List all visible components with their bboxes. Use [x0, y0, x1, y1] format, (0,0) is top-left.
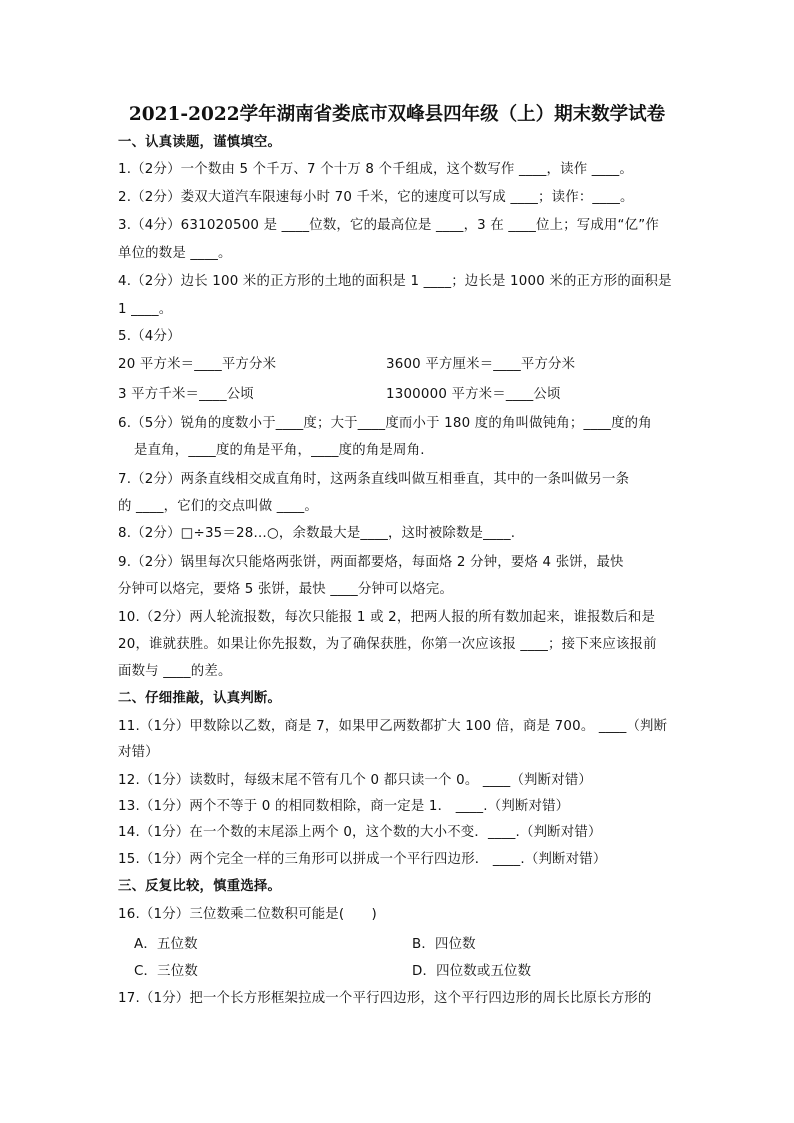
question: 6.（5分）锐角的度数小于____度；大于____度而小于 180 度的角叫做钝角；____度的角: [118, 416, 652, 431]
option-a: A．五位数: [134, 937, 198, 952]
question: 5.（4分）: [118, 329, 181, 344]
question: 2.（2分）娄双大道汽车限速每小时 70 千米，它的速度可以写成 ____；读作：____。: [118, 190, 634, 205]
question-continued: 20，谁就获胜。如果让你先报数，为了确保获胜，你第一次应该报 ____；接下来应该报前: [118, 637, 657, 652]
option-d: D．四位数或五位数: [412, 964, 532, 979]
section-heading: 三、反复比较，慎重选择。: [118, 879, 282, 894]
sub-item: 3 平方千米＝____公顷: [118, 387, 254, 402]
section-heading: 一、认真读题，谨慎填空。: [118, 135, 282, 150]
question: 1.（2分）一个数由 5 个千万、7 个十万 8 个千组成，这个数写作 ____，读作 ____。: [118, 162, 633, 177]
sub-item: 20 平方米＝____平方分米: [118, 357, 277, 372]
question: 14.（1分）在一个数的末尾添上两个 0，这个数的大小不变．____.（判断对错）: [118, 825, 602, 840]
question-continued: 1 ____。: [118, 302, 173, 317]
question-continued: 分钟可以烙完，要烙 5 张饼，最快 ____分钟可以烙完。: [118, 582, 454, 597]
question: 8.（2分）□÷35＝28…○，余数最大是____，这时被除数是____.: [118, 526, 516, 541]
question: 13.（1分）两个不等于 0 的相同数相除，商一定是 1． ____.（判断对错）: [118, 799, 570, 814]
sub-item: 3600 平方厘米＝____平方分米: [386, 357, 576, 372]
question: 3.（4分）631020500 是 ____位数，它的最高位是 ____，3 在 ____位上；写成用“亿”作: [118, 218, 659, 233]
question: 15.（1分）两个完全一样的三角形可以拼成一个平行四边形． ____.（判断对错）: [118, 852, 607, 867]
question: 4.（2分）边长 100 米的正方形的土地的面积是 1 ____；边长是 1000 米的正方形的面积是: [118, 274, 672, 289]
section-heading: 二、仔细推敲，认真判断。: [118, 691, 282, 706]
question-continued: 单位的数是 ____。: [118, 246, 232, 261]
question: 12.（1分）读数时，每级末尾不管有几个 0 都只读一个 0。 ____（判断对错）: [118, 773, 592, 788]
question-continued: 的 ____，它们的交点叫做 ____。: [118, 499, 318, 514]
question: 9.（2分）锅里每次只能烙两张饼，两面都要烙，每面烙 2 分钟，要烙 4 张饼，最快: [118, 555, 624, 570]
question: 11.（1分）甲数除以乙数，商是 7，如果甲乙两数都扩大 100 倍，商是 700。 ____（判断: [118, 719, 668, 734]
sub-item: 1300000 平方米＝____公顷: [386, 387, 561, 402]
question: 16.（1分）三位数乘二位数积可能是( ): [118, 907, 377, 922]
page-title: 2021-2022学年湖南省娄底市双峰县四年级（上）期末数学试卷: [128, 104, 666, 125]
question: 10.（2分）两人轮流报数，每次只能报 1 或 2，把两人报的所有数加起来，谁报数后和是: [118, 610, 656, 625]
question-continued: 是直角，____度的角是平角，____度的角是周角.: [134, 443, 425, 458]
question-continued: 面数与 ____的差。: [118, 664, 232, 679]
question: 17.（1分）把一个长方形框架拉成一个平行四边形，这个平行四边形的周长比原长方形的: [118, 991, 652, 1006]
option-b: B．四位数: [412, 937, 476, 952]
question: 7.（2分）两条直线相交成直角时，这两条直线叫做互相垂直，其中的一条叫做另一条: [118, 472, 630, 487]
option-c: C．三位数: [134, 964, 198, 979]
question-continued: 对错）: [118, 745, 159, 760]
